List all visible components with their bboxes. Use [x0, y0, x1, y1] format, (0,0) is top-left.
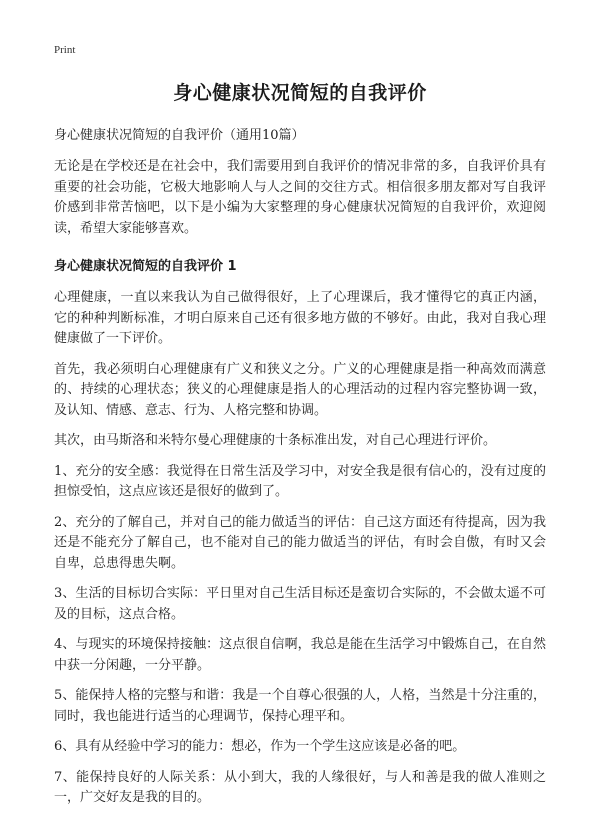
intro-paragraph: 无论是在学校还是在社会中，我们需要用到自我评价的情况非常的多，自我评价具有重要的社会功能，它极大地影响人与人之间的交往方式。相信很多朋友都对写自我评价感到非常苦恼吧，以下是小编为大家整理的身心健康状况简短的自我评价，欢迎阅读，希望大家能够喜欢。 [54, 159, 546, 236]
criterion-3-paragraph: 3、生活的目标切合实际：平日里对自己生活目标还是蛮切合实际的，不会做太遥不可及的目标，这点合格。 [54, 586, 546, 622]
criterion-5-paragraph: 5、能保持人格的完整与和谐：我是一个自尊心很强的人，人格，当然是十分注重的，同时，我也能进行适当的心理调节，保持心理平和。 [54, 688, 546, 724]
page-title: 身心健康状况简短的自我评价 [173, 82, 427, 104]
criterion-1-paragraph: 1、充分的安全感：我觉得在日常生活及学习中，对安全我是很有信心的，没有过度的担惊受怕，这点应该还是很好的做到了。 [54, 463, 546, 499]
body-paragraph-1: 心理健康，一直以来我认为自己做得很好，上了心理课后，我才懂得它的真正内涵，它的种种判断标准，才明白原来自己还有很多地方做的不够好。由此，我对自我心理健康做了一下评价。 [54, 290, 546, 346]
criterion-2-paragraph: 2、充分的了解自己，并对自己的能力做适当的评估：自己这方面还有待提高，因为我还是不能充分了解自己，也不能对自己的能力做适当的评估，有时会自傲，有时又会自卑，总患得患失啊。 [54, 514, 546, 571]
criterion-4-paragraph: 4、与现实的环境保持接触：这点很自信啊，我总是能在生活学习中锻炼自己，在自然中获一分闲趣，一分平静。 [54, 637, 546, 673]
document-subtitle: 身心健康状况简短的自我评价（通用10篇） [54, 128, 305, 143]
print-link[interactable]: Print [54, 44, 76, 56]
section-heading: 身心健康状况简短的自我评价 1 [54, 259, 237, 274]
body-paragraph-2: 首先，我必须明白心理健康有广义和狭义之分。广义的心理健康是指一种高效而满意的、持续的心理状态；狭义的心理健康是指人的心理活动的过程内容完整协调一致，及认知、情感、意志、行为、人格完整和协调。 [54, 361, 546, 418]
body-paragraph-3: 其次，由马斯洛和米特尔曼心理健康的十条标准出发，对自己心理进行评价。 [54, 433, 497, 448]
criterion-7-paragraph: 7、能保持良好的人际关系：从小到大，我的人缘很好，与人和善是我的做人准则之一，广交好友是我的目的。 [54, 769, 546, 805]
criterion-6-paragraph: 6、具有从经验中学习的能力：想必，作为一个学生这应该是必备的吧。 [54, 739, 466, 754]
